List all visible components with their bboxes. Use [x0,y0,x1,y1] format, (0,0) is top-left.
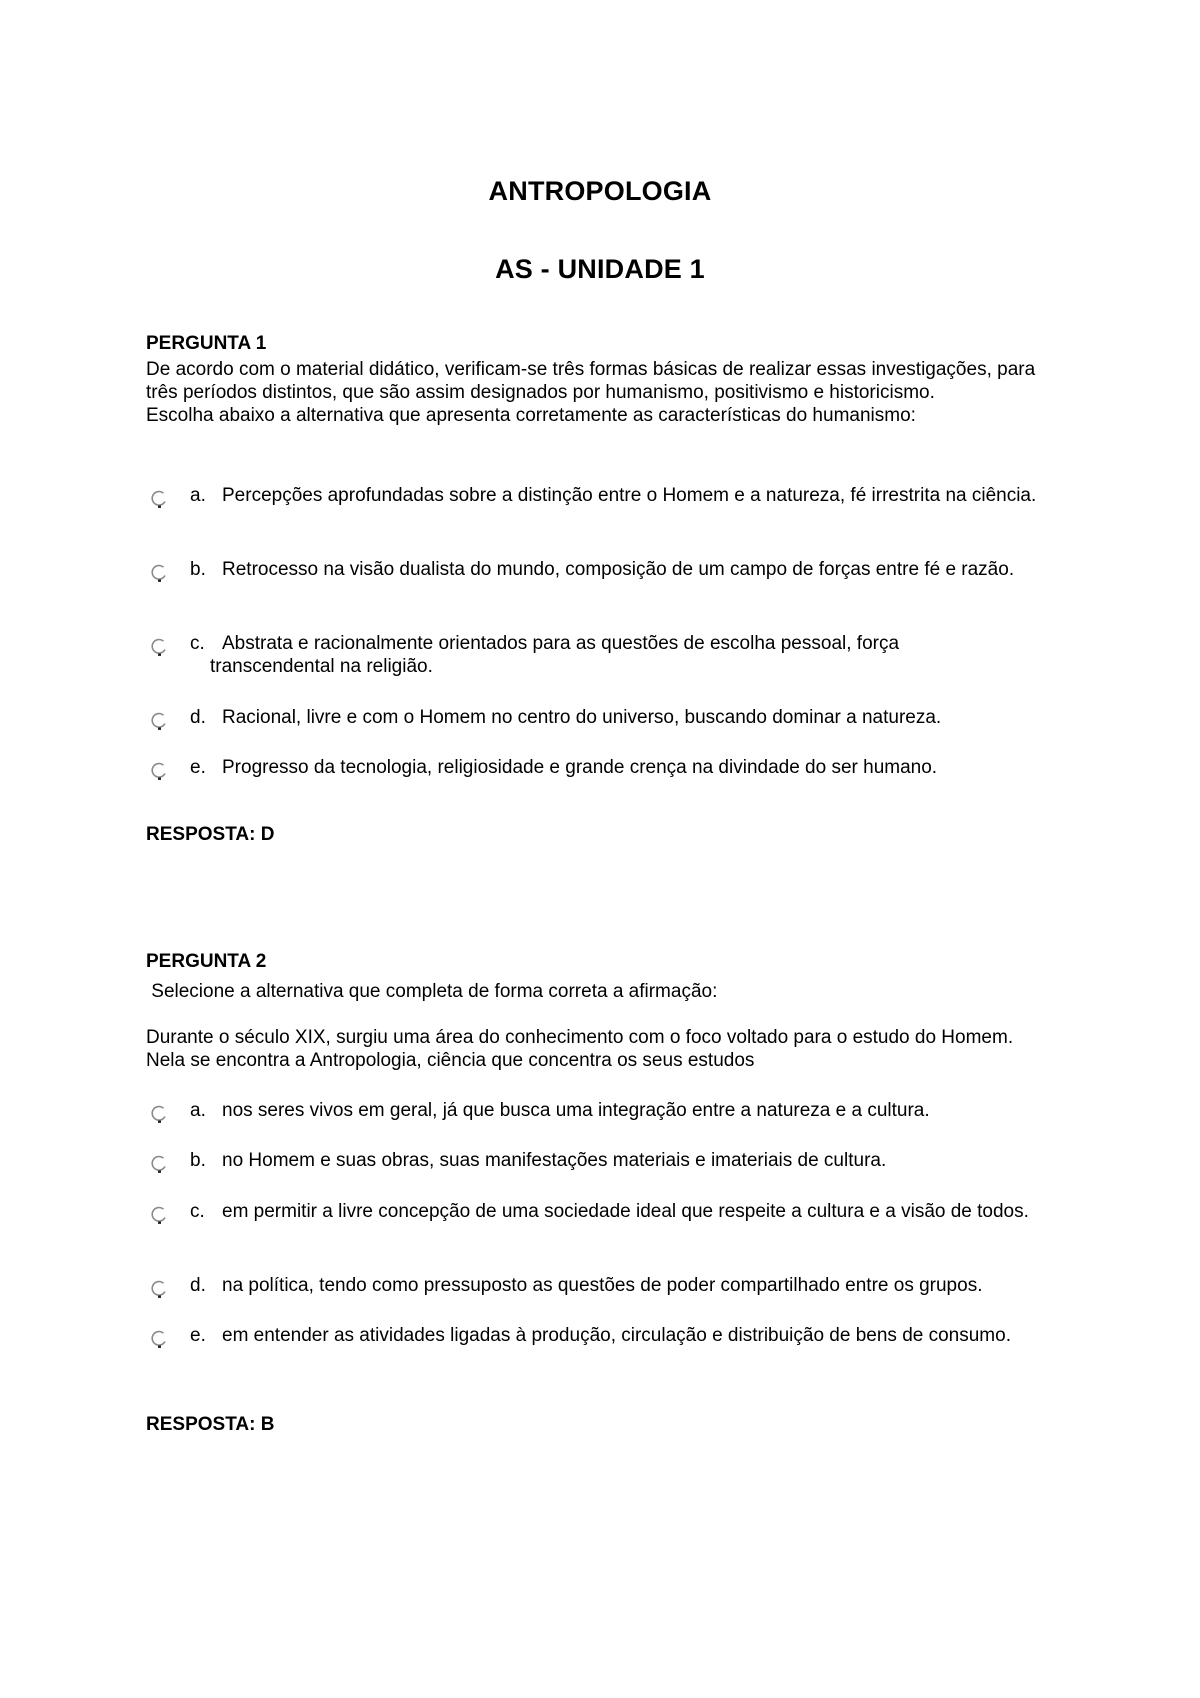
question-1-heading: PERGUNTA 1 [146,333,267,354]
question-2-option-d[interactable] [146,1274,1066,1324]
option-letter: d. [190,1275,206,1296]
option-text: nos seres vivos em geral, já que busca uma integração entre a natureza e a cultura. [222,1100,930,1121]
question-2-option-b[interactable] [146,1149,1066,1199]
question-1-option-a[interactable] [146,484,1066,534]
document-title: ANTROPOLOGIA [488,176,712,206]
question-2-heading: PERGUNTA 2 [146,951,267,972]
document-subtitle: AS - UNIDADE 1 [495,254,705,284]
option-letter: c. [190,1201,205,1222]
option-letter: d. [190,707,206,728]
option-letter: e. [190,1325,206,1346]
radio-button-icon[interactable] [149,1153,169,1175]
option-text: Percepções aprofundadas sobre a distinção entre o Homem e a natureza, fé irrestrita na ciência. [222,485,1037,506]
option-text: Progresso da tecnologia, religiosidade e grande crença na divindade do ser humano. [222,757,938,778]
question-1-option-c[interactable] [146,632,1066,682]
radio-button-icon[interactable] [149,1278,169,1300]
option-text: Racional, livre e com o Homem no centro do universo, buscando dominar a natureza. [222,707,942,728]
question-1-prompt-1: De acordo com o material didático, verificam-se três formas básicas de realizar essas investigações, para três períodos distintos, que são assim designados por humanismo, positivismo e historicismo. [146,359,1036,403]
question-1-option-b[interactable] [146,558,1066,608]
option-letter: a. [190,1100,206,1121]
option-text: Abstrata e racionalmente orientados para as questões de escolha pessoal, força transcendental na religião. [210,633,900,677]
question-2-option-c[interactable] [146,1200,1066,1250]
option-letter: b. [190,559,206,580]
question-2-prompt-2: Durante o século XIX, surgiu uma área do conhecimento com o foco voltado para o estudo do Homem. Nela se encontra a Antropologia, ciência que concentra os seus estudos [146,1027,1014,1071]
question-1-option-d[interactable] [146,706,1066,756]
option-letter: c. [190,633,205,654]
option-text: em permitir a livre concepção de uma sociedade ideal que respeite a cultura e a visão de todos. [222,1201,1029,1222]
question-2-answer: RESPOSTA: B [146,1414,275,1435]
radio-button-icon[interactable] [149,1103,169,1125]
question-2-option-a[interactable] [146,1099,1066,1149]
radio-button-icon[interactable] [149,1328,169,1350]
option-letter: e. [190,757,206,778]
radio-button-icon[interactable] [149,1204,169,1226]
radio-button-icon[interactable] [149,488,169,510]
question-1-option-e[interactable] [146,756,1066,806]
radio-button-icon[interactable] [149,636,169,658]
option-text: no Homem e suas obras, suas manifestações materiais e imateriais de cultura. [222,1150,887,1171]
option-text: na política, tendo como pressuposto as questões de poder compartilhado entre os grupos. [222,1275,983,1296]
option-text: Retrocesso na visão dualista do mundo, composição de um campo de forças entre fé e razão. [222,559,1015,580]
question-2-prompt-1: Selecione a alternativa que completa de forma correta a afirmação: [146,981,718,1002]
option-text: em entender as atividades ligadas à produção, circulação e distribuição de bens de consumo. [222,1325,1011,1346]
radio-button-icon[interactable] [149,710,169,732]
option-letter: b. [190,1150,206,1171]
option-letter: a. [190,485,206,506]
radio-button-icon[interactable] [149,760,169,782]
question-2-option-e[interactable] [146,1324,1066,1374]
radio-button-icon[interactable] [149,562,169,584]
question-1-answer: RESPOSTA: D [146,824,275,845]
question-1-prompt-2: Escolha abaixo a alternativa que apresenta corretamente as características do humanismo: [146,405,916,426]
